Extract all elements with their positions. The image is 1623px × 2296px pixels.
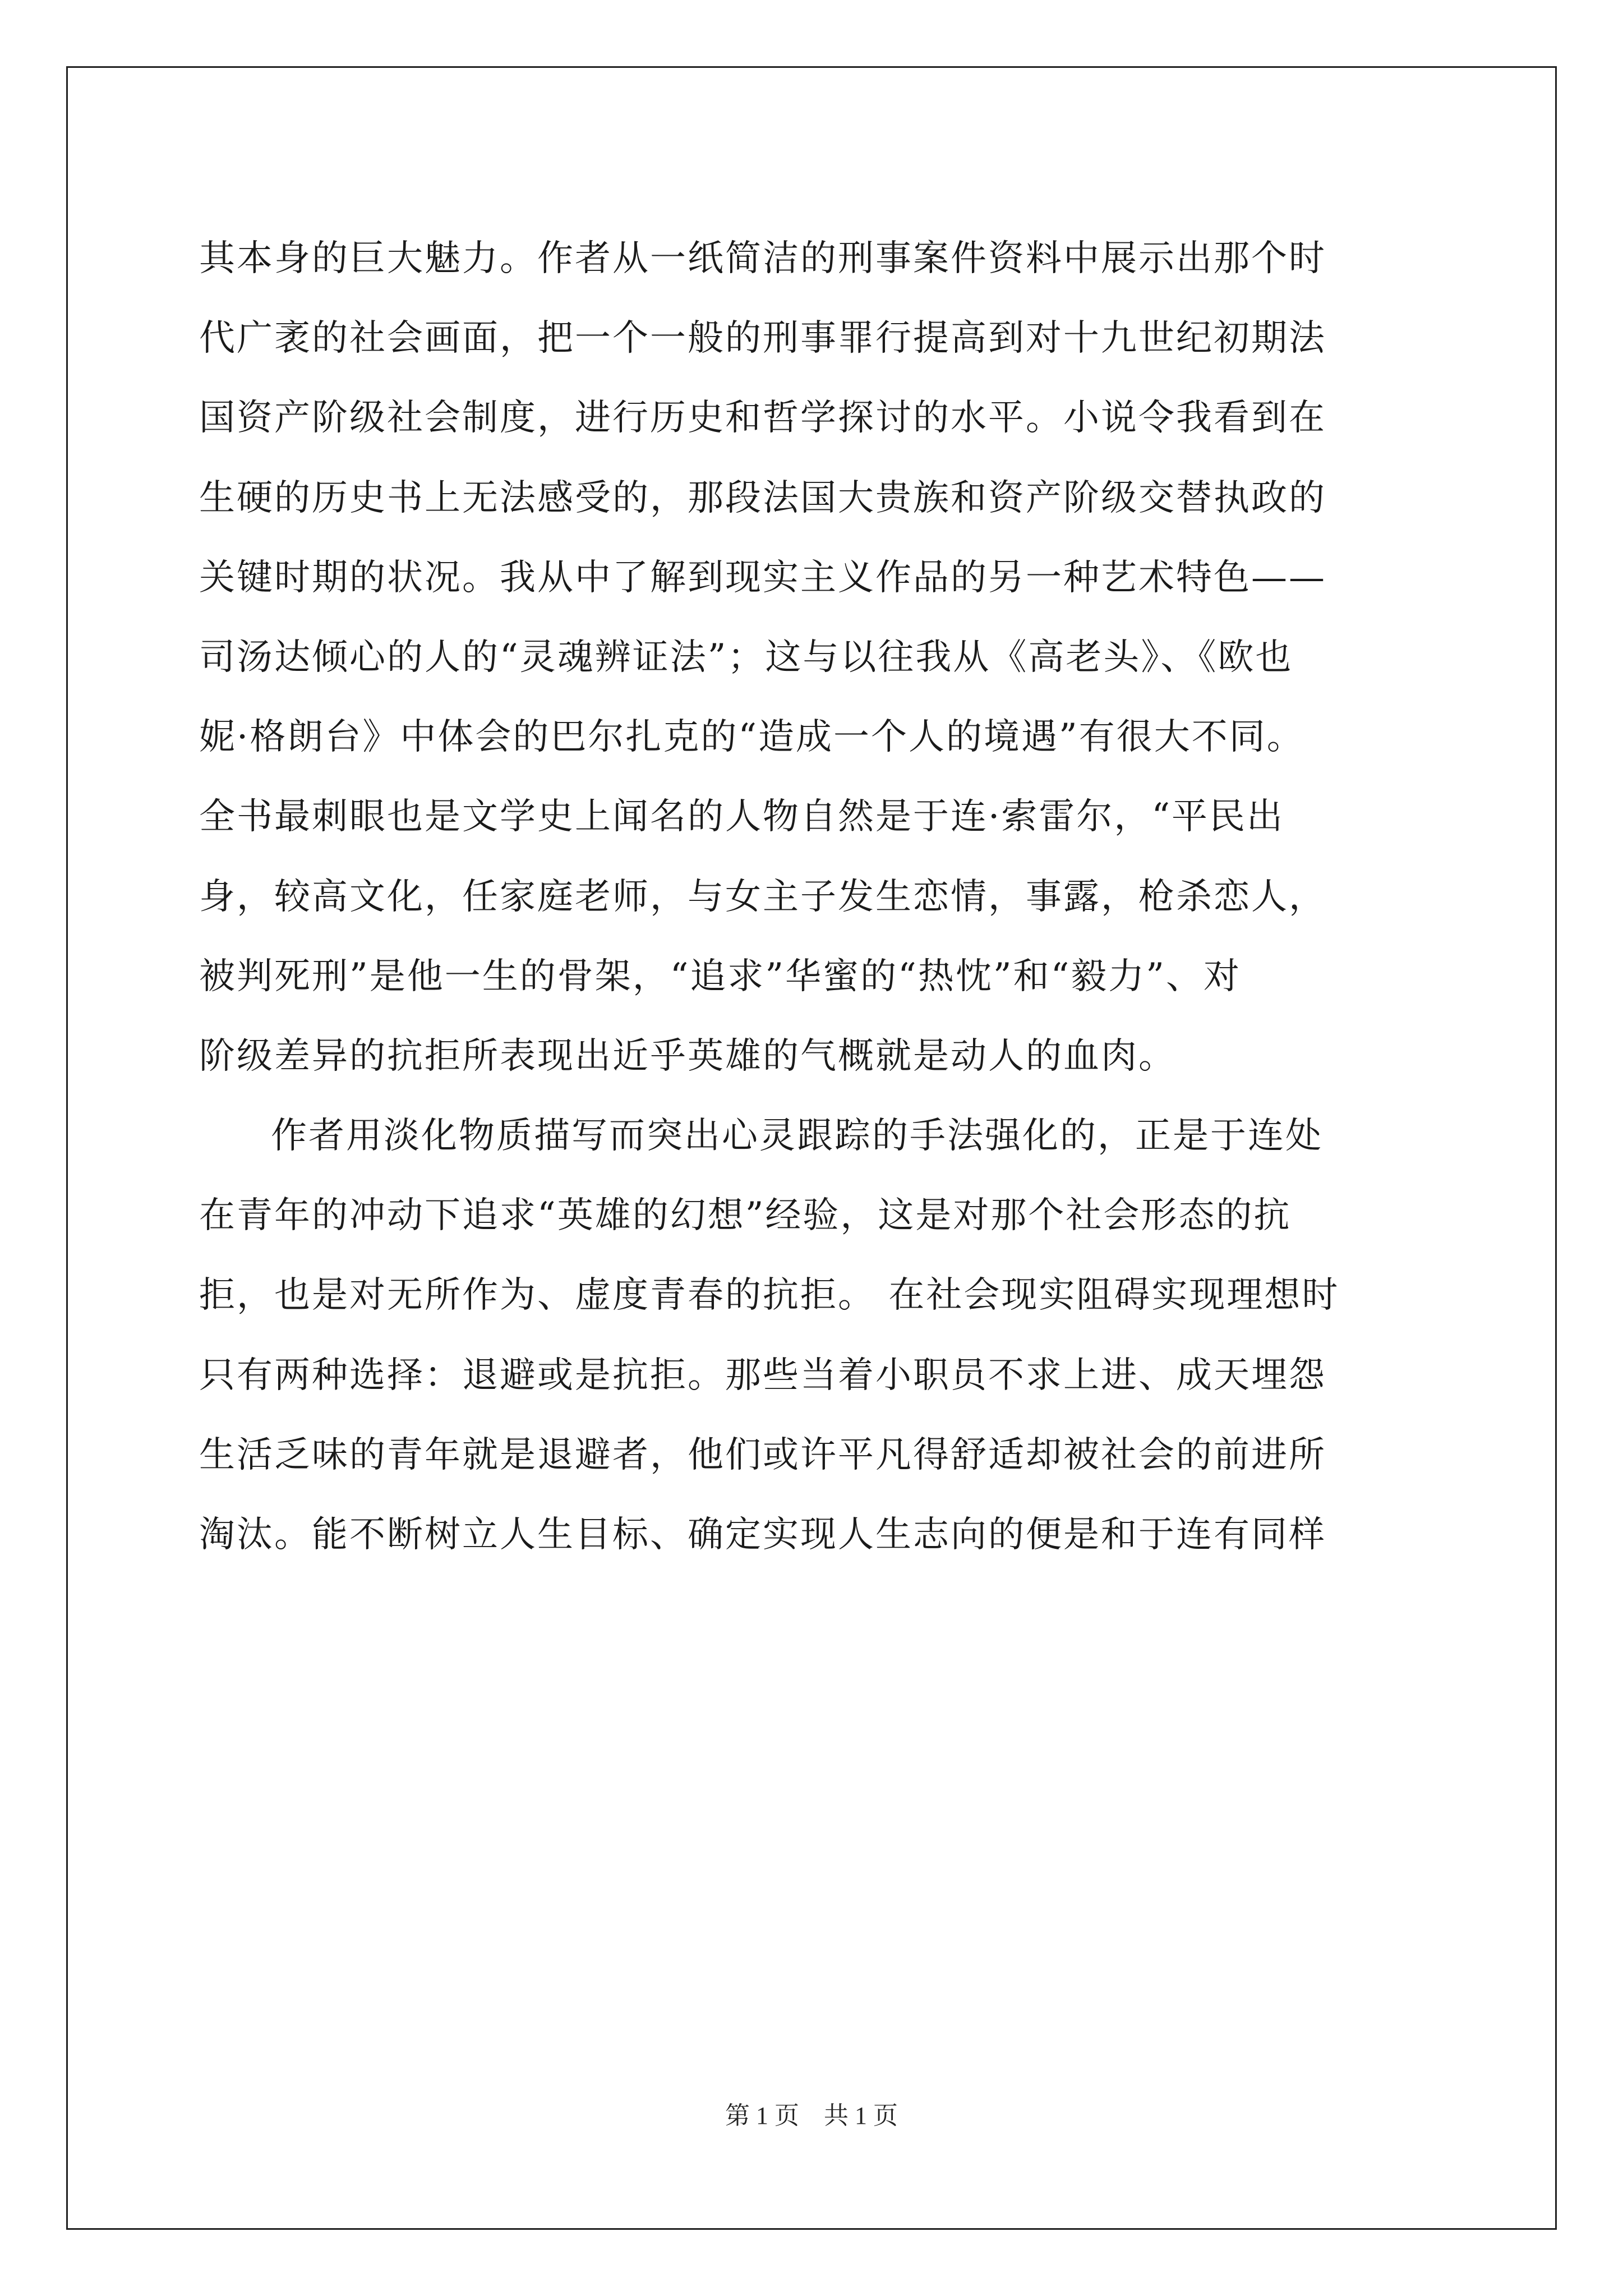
page-number-footer: 第 1 页 共 1 页: [725, 2102, 898, 2129]
paragraph-1-line-5: 关键时期的状况。我从中了解到现实主义作品的另一种艺术特色——: [199, 556, 1326, 599]
paragraph-1-line-4: 生硬的历史书上无法感受的，那段法国大贵族和资产阶级交替执政的: [199, 477, 1326, 519]
paragraph-2-line-1: 作者用淡化物质描写而突出心灵跟踪的手法强化的，正是于连处: [271, 1115, 1323, 1157]
paragraph-1-line-3: 国资产阶级社会制度，进行历史和哲学探讨的水平。小说令我看到在: [199, 397, 1326, 439]
paragraph-2-line-2: 在青年的冲动下追求“英雄的幻想”经验，这是对那个社会形态的抗: [199, 1195, 1292, 1237]
document-body: [199, 219, 1422, 1575]
paragraph-1-line-9: 身，较高文化，任家庭老师，与女主子发生恋情，事露，枪杀恋人，: [199, 876, 1326, 918]
paragraph-1-line-1: 其本身的巨大魅力。作者从一纸简洁的刑事案件资料中展示出那个时: [199, 238, 1326, 279]
paragraph-1-line-7: 妮·格朗台》中体会的巴尔扎克的“造成一个人的境遇”有很大不同。: [199, 716, 1304, 758]
paragraph-1-line-8: 全书最刺眼也是文学史上闻名的人物自然是于连·索雷尔，“平民出: [199, 796, 1285, 838]
paragraph-2-line-3: 拒，也是对无所作为、虚度青春的抗拒。 在社会现实阻碍实现理想时: [199, 1274, 1340, 1317]
paragraph-2-line-4: 只有两种选择：退避或是抗拒。那些当着小职员不求上进、成天埋怨: [199, 1354, 1326, 1396]
paragraph-2-line-6: 淘汰。能不断树立人生目标、确定实现人生志向的便是和于连有同样: [199, 1514, 1326, 1556]
paragraph-2-line-5: 生活乏味的青年就是退避者，他们或许平凡得舒适却被社会的前进所: [199, 1434, 1326, 1476]
paragraph-1-line-10: 被判死刑”是他一生的骨架，“追求”华蜜的“热忱”和“毅力”、对: [199, 955, 1242, 997]
paragraph-1-line-2: 代广袤的社会画面，把一个一般的刑事罪行提高到对十九世纪初期法: [199, 318, 1326, 360]
paragraph-1-line-11: 阶级差异的抗拒所表现出近乎英雄的气概就是动人的血肉。: [199, 1035, 1176, 1077]
paragraph-1-line-6: 司汤达倾心的人的“灵魂辨证法”；这与以往我从《高老头》、《欧也: [199, 636, 1293, 678]
